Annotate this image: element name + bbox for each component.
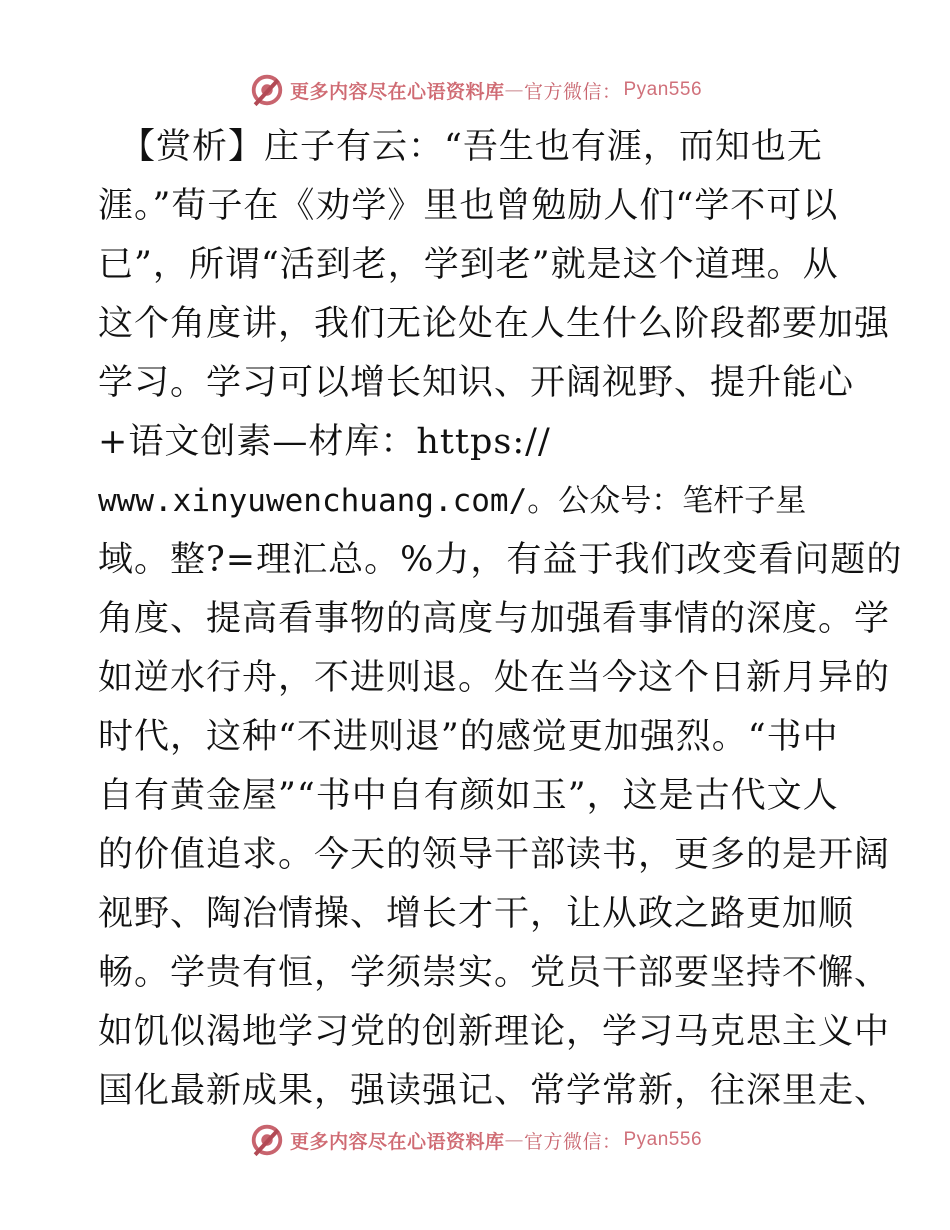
banner-main-text: 更多内容尽在心语资料库	[289, 80, 505, 103]
body-line: 【赏析】庄子有云：“吾生也有涯，而知也无	[120, 127, 823, 167]
body-line: 如逆水行舟，不进则退。处在当今这个日新月异的	[98, 658, 891, 698]
quill-logo-icon	[248, 1121, 286, 1159]
header-watermark-banner	[0, 68, 950, 112]
body-line: www.xinyuwenchuang.com/。公众号：笔杆子星	[98, 483, 807, 519]
banner-main-text: 更多内容尽在心语资料库	[289, 1130, 505, 1153]
body-line: 如饥似渴地学习党的创新理论，学习马克思主义中	[98, 1012, 891, 1052]
body-line: 自有黄金屋”“书中自有颜如玉”，这是古代文人	[98, 776, 839, 816]
body-line: 角度、提高看事物的高度与加强看事情的深度。学	[98, 599, 891, 639]
banner-dash: —	[504, 79, 524, 101]
banner-wechat-label: 官方微信：	[523, 80, 622, 103]
body-line: 涯。”荀子在《劝学》里也曾勉励人们“学不可以	[98, 186, 839, 226]
banner-wechat-label: 官方微信：	[523, 1130, 622, 1153]
body-line: 已”，所谓“活到老，学到老”就是这个道理。从	[98, 245, 839, 285]
body-line: 学习。学习可以增长知识、开阔视野、提升能心	[98, 363, 855, 403]
body-line: 视野、陶冶情操、增长才干，让从政之路更加顺	[98, 894, 855, 934]
body-line: +语文创素—材库：https://	[98, 422, 551, 462]
body-line: 国化最新成果，强读强记、常学常新，往深里走、	[98, 1071, 891, 1111]
body-line: 域。整?=理汇总。%力，有益于我们改变看问题的	[98, 540, 903, 580]
body-line: 时代，这种“不进则退”的感觉更加强烈。“书中	[98, 717, 839, 757]
banner-wechat-id: Pyan556	[623, 1129, 703, 1150]
article-body	[98, 118, 903, 1121]
body-line: 的价值追求。今天的领导干部读书，更多的是开阔	[98, 835, 891, 875]
banner-wechat-id: Pyan556	[623, 79, 703, 100]
body-line: 这个角度讲，我们无论处在人生什么阶段都要加强	[98, 304, 891, 344]
body-line: 畅。学贵有恒，学须崇实。党员干部要坚持不懈、	[98, 953, 891, 993]
banner-dash: —	[504, 1129, 524, 1151]
quill-logo-icon	[248, 71, 286, 109]
footer-watermark-banner	[0, 1118, 950, 1162]
